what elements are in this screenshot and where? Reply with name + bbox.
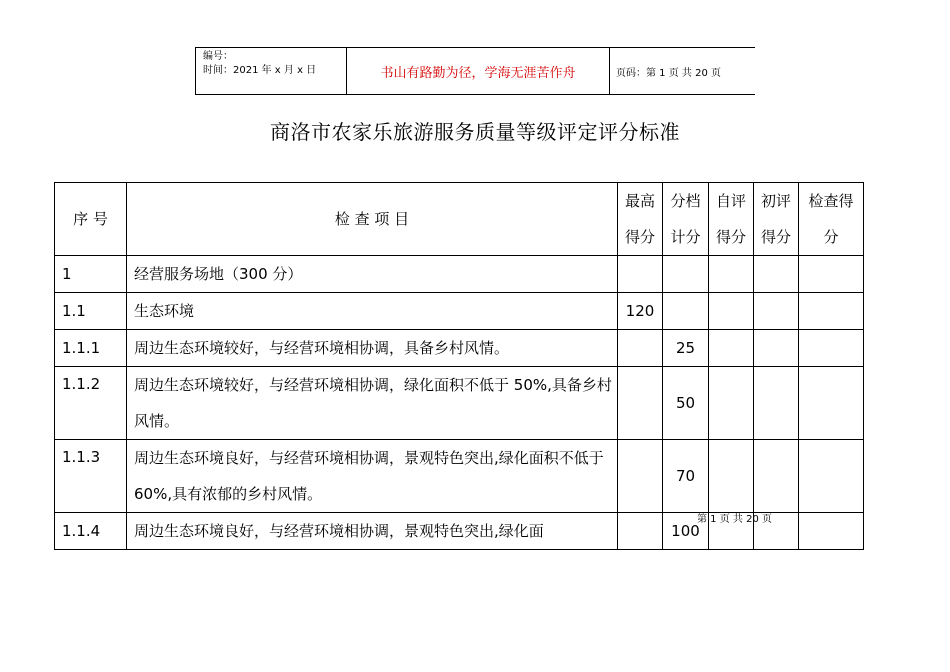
header-table xyxy=(195,47,755,95)
row-no: 1 xyxy=(55,256,127,293)
document-title: 商洛市农家乐旅游服务质量等级评定评分标准 xyxy=(270,120,680,144)
row-max-score xyxy=(618,330,663,367)
document-number-label: 编号： xyxy=(203,51,233,62)
row-self-score xyxy=(709,293,754,330)
row-initial-score xyxy=(754,293,799,330)
row-max-score xyxy=(618,367,663,440)
header-page-info: 页码：第 1 页 共 20 页 xyxy=(610,48,756,95)
table-row xyxy=(55,367,864,440)
row-check-score xyxy=(799,440,864,513)
header-no: 序 号 xyxy=(55,183,127,256)
row-no: 1.1.3 xyxy=(55,440,127,513)
row-self-score xyxy=(709,367,754,440)
row-grade-score: 70 xyxy=(663,440,709,513)
row-check-score xyxy=(799,513,864,550)
row-no: 1.1.2 xyxy=(55,367,127,440)
row-check-score xyxy=(799,293,864,330)
row-check-score xyxy=(799,330,864,367)
header-grade-score-line2: 计分 xyxy=(670,228,701,246)
row-no: 1.1 xyxy=(55,293,127,330)
row-max-score xyxy=(618,440,663,513)
row-self-score xyxy=(709,440,754,513)
header-max-score xyxy=(618,183,663,256)
row-item: 周边生态环境较好，与经营环境相协调，绿化面积不低于 50%,具备乡村风情。 xyxy=(127,367,618,440)
header-initial-score xyxy=(754,183,799,256)
table-row xyxy=(55,256,864,293)
header-self-score-line2: 得分 xyxy=(715,228,746,246)
row-grade-score: 25 xyxy=(663,330,709,367)
row-check-score xyxy=(799,367,864,440)
row-self-score xyxy=(709,330,754,367)
header-initial-score-line1: 初评 xyxy=(760,192,791,210)
header-meta xyxy=(196,48,347,95)
document-time-label: 时间：2021 年 x 月 x 日 xyxy=(203,65,317,76)
header-check-score-line2: 分 xyxy=(823,228,839,246)
row-initial-score xyxy=(754,256,799,293)
row-grade-score: 50 xyxy=(663,367,709,440)
row-grade-score xyxy=(663,256,709,293)
row-max-score xyxy=(618,256,663,293)
row-grade-score: 100 xyxy=(663,513,709,550)
table-row xyxy=(55,440,864,513)
header-check-score xyxy=(799,183,864,256)
row-item: 经营服务场地（300 分） xyxy=(127,256,618,293)
header-self-score xyxy=(709,183,754,256)
row-item: 周边生态环境较好，与经营环境相协调，具备乡村风情。 xyxy=(127,330,618,367)
header-check-score-line1: 检查得 xyxy=(808,192,854,210)
row-max-score: 120 xyxy=(618,293,663,330)
header-max-score-line2: 得分 xyxy=(624,228,655,246)
header-grade-score xyxy=(663,183,709,256)
header-item: 检 查 项 目 xyxy=(127,183,618,256)
row-self-score xyxy=(709,256,754,293)
row-max-score xyxy=(618,513,663,550)
table-row xyxy=(55,293,864,330)
row-no: 1.1.1 xyxy=(55,330,127,367)
header-self-score-line1: 自评 xyxy=(715,192,746,210)
row-grade-score xyxy=(663,293,709,330)
row-initial-score xyxy=(754,440,799,513)
header-max-score-line1: 最高 xyxy=(624,192,655,210)
row-no: 1.1.4 xyxy=(55,513,127,550)
header-grade-score-line1: 分档 xyxy=(670,192,701,210)
header-motto: 书山有路勤为径，学海无涯苦作舟 xyxy=(347,48,610,95)
row-item: 生态环境 xyxy=(127,293,618,330)
row-check-score xyxy=(799,256,864,293)
row-initial-score xyxy=(754,367,799,440)
row-initial-score xyxy=(754,330,799,367)
footer-page-info: 第 1 页 共 20 页 xyxy=(697,514,772,525)
row-item: 周边生态环境良好，与经营环境相协调，景观特色突出,绿化面积不低于 60%,具有浓郁的乡村风情。 xyxy=(127,440,618,513)
row-item: 周边生态环境良好，与经营环境相协调，景观特色突出,绿化面 xyxy=(127,513,618,550)
table-header-row xyxy=(55,183,864,256)
table-row xyxy=(55,330,864,367)
header-initial-score-line2: 得分 xyxy=(760,228,791,246)
scoring-table xyxy=(54,182,864,550)
